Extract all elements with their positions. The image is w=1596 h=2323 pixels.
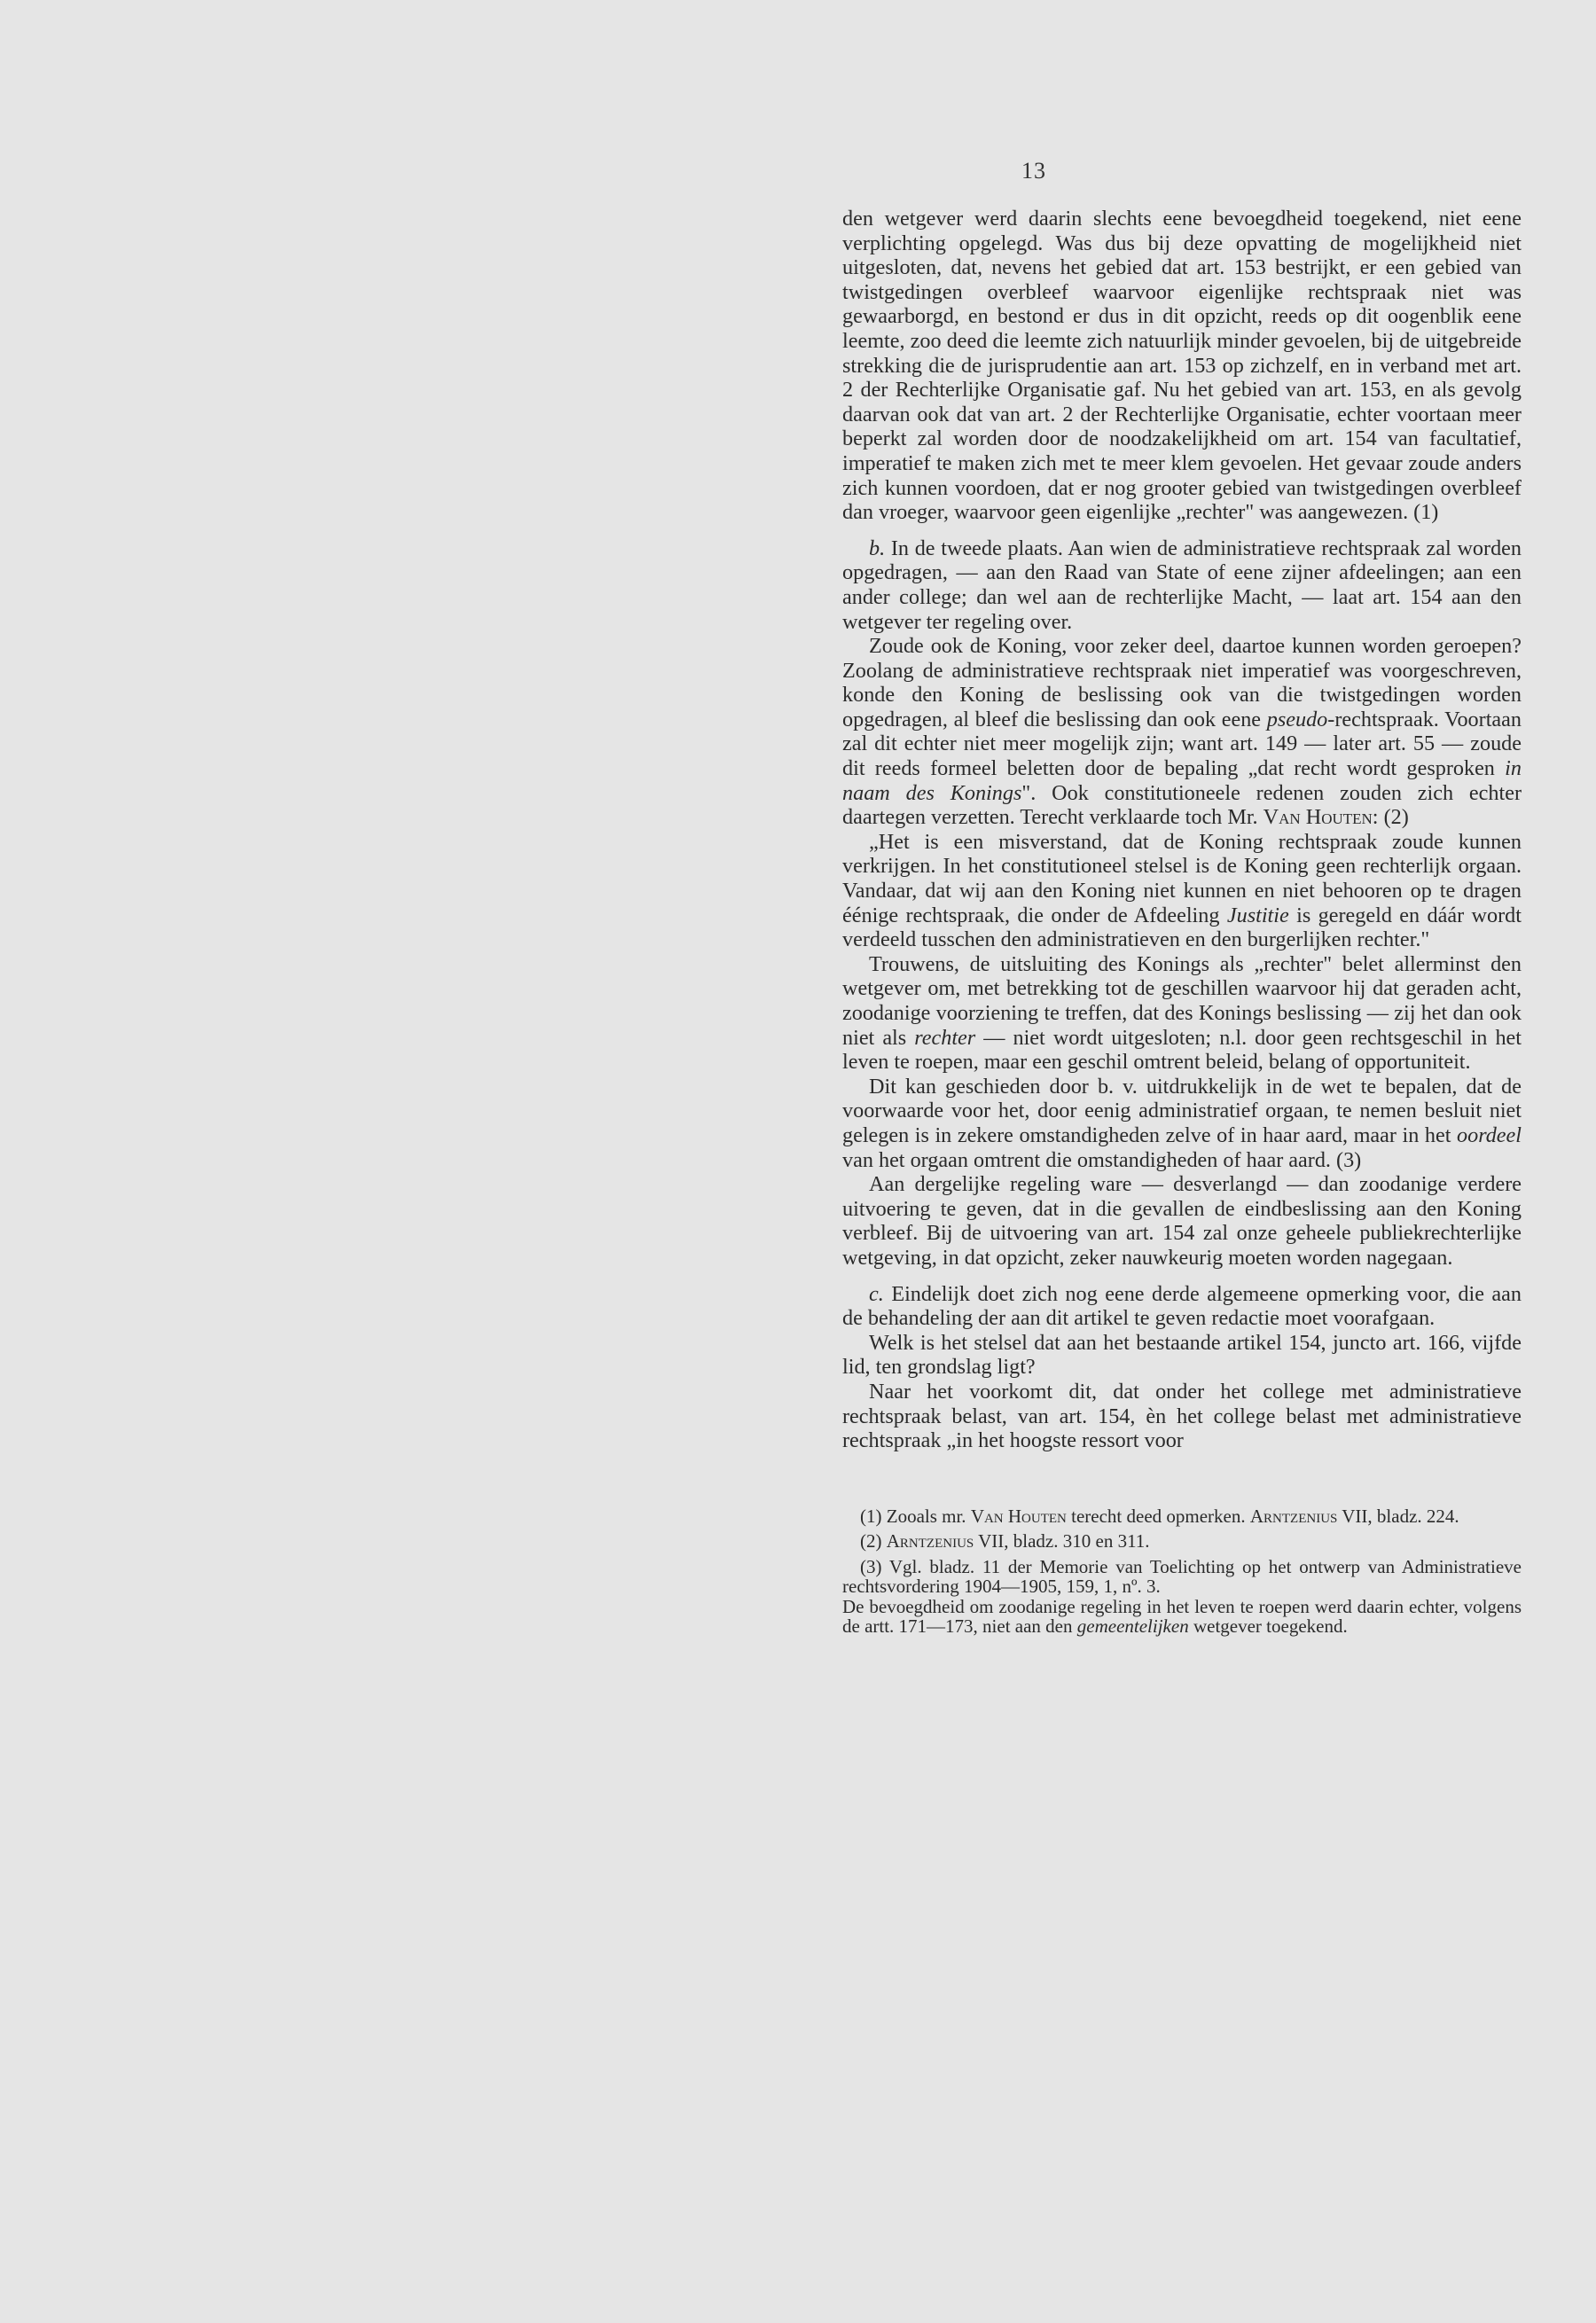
author-name: Arntzenius — [886, 1530, 974, 1553]
text-run: ". Ook constitutioneele redenen zouden zich echter daartegen verzetten. Terecht verklaarde toch Mr. — [842, 780, 1522, 830]
text-run: (2) — [860, 1530, 887, 1553]
paragraph-dit — [842, 1075, 1522, 1172]
body-text — [842, 207, 1522, 1453]
footnotes — [842, 1506, 1522, 1637]
paragraph-opening: den wetgever werd daarin slechts eene bevoegdheid toegekend, niet eene verplichting opgelegd. Was dus bij deze opvatting de mogelijkheid niet uitgesloten, dat, nevens het gebied dat art. 153 bestrijkt, er een gebied van twistgedingen overbleef waarvoor eigenlijke rechtspraak niet was gewaarborgd, en bestond er dus in dit opzicht, reeds op dit oogenblik eene leemte, zoo deed die leemte zich natuurlijk minder gevoelen, bij de uitgebreide strekking die de jurisprudentie aan art. 153 op zichzelf, en in verband met art. 2 der Rechterlijke Organisatie gaf. Nu het gebied van art. 153, en als gevolg daarvan ook dat van art. 2 der Rechterlijke Organisatie, echter voortaan meer beperkt zal worden door de noodzakelijkheid om art. 154 van facultatief, imperatief te maken zich met te meer klem gevoelen. Het gevaar zoude anders zich kunnen voordoen, dat er nog grooter gebied van twistgedingen overbleef dan vroeger, waarvoor geen eigenlijke „rechter" was aangewezen. (1) — [842, 207, 1522, 525]
paragraph-b-text: In de tweede plaats. Aan wien de administratieve rechtspraak zal worden opgedragen, — aan den Raad van State of eene zijner afdeelingen; aan een ander college; dan wel aan de rechterlijke Macht, — laat art. 154 aan den wetgever ter regeling over. — [842, 536, 1522, 634]
paragraph-b — [842, 536, 1522, 634]
author-name: Van Houten — [970, 1505, 1067, 1527]
footnote-1 — [842, 1506, 1522, 1527]
text-run: Zoude ook de Koning, voor zeker deel, daartoe kunnen worden geroepen? Zoolang de administratieve rechtspraak niet imperatief was voorgeschreven, konde den Koning de beslissing ook van die twistgedingen worden opgedragen, al bleef die beslissing dan ook eene — [842, 634, 1522, 731]
paragraph-trouwens — [842, 952, 1522, 1075]
list-label-c: c. — [869, 1281, 884, 1306]
list-label-b: b. — [869, 536, 886, 560]
footnote-3-continuation — [842, 1597, 1522, 1637]
text-run: wetgever toegekend. — [1188, 1615, 1348, 1638]
text-run: — niet wordt uitgesloten; n.l. door geen rechtsgeschil in het leven te roepen, maar een geschil omtrent beleid, belang of opportuniteit. — [842, 1025, 1522, 1075]
text-run: : (2) — [1372, 805, 1409, 830]
paragraph-c — [842, 1282, 1522, 1331]
text-run: van het orgaan omtrent die omstandigheden of haar aard. (3) — [842, 1147, 1362, 1172]
italic-run: Justitie — [1226, 903, 1289, 927]
author-name: Van Houten — [1263, 805, 1373, 830]
footnote-3: (3) Vgl. bladz. 11 der Memorie van Toelichting op het ontwerp van Administratieve rechtsvordering 1904—1905, 159, 1, nº. 3. — [842, 1555, 1522, 1598]
text-run: (1) Zooals mr. — [860, 1505, 971, 1527]
quote-paragraph — [842, 830, 1522, 952]
paragraph-koning — [842, 634, 1522, 830]
text-run: VII, bladz. 224. — [1337, 1505, 1459, 1527]
paragraph-aan: Aan dergelijke regeling ware — desverlangd — dan zoodanige verdere uitvoering te geven, dat in die gevallen de eindbeslissing aan den Koning verbleef. Bij de uitvoering van art. 154 zal onze geheele publiekrechterlijke wetgeving, in dat opzicht, zeker nauwkeurig moeten worden nagegaan. — [842, 1172, 1522, 1270]
text-run: „Het is een misverstand, dat de Koning rechtspraak zoude kunnen verkrijgen. In het constitutioneel stelsel is de Koning geen rechterlijk orgaan. Vandaar, dat wij aan den Koning niet kunnen en niet behooren op te dragen éénige rechtspraak, die onder de Afdeeling — [842, 829, 1522, 927]
text-run: Dit kan geschieden door b. v. uitdrukkelijk in de wet te bepalen, dat de voorwaarde voor het, door eenig administratief orgaan, te nemen besluit niet gelegen is in zekere omstandigheden zelve of in haar aard, maar in het — [842, 1074, 1522, 1147]
text-run: terecht deed opmerken. — [1066, 1505, 1250, 1527]
author-name: Arntzenius — [1249, 1505, 1338, 1527]
text-column — [842, 207, 1522, 1642]
italic-run: oordeel — [1457, 1122, 1522, 1147]
text-run: is geregeld en dáár wordt verdeeld tusschen den administratieven en den burgerlijken rechter." — [842, 903, 1522, 952]
text-run: VII, bladz. 310 en 311. — [974, 1530, 1150, 1553]
italic-run: pseudo — [1266, 707, 1328, 731]
footnote-2 — [842, 1531, 1522, 1552]
paragraph-naar: Naar het voorkomt dit, dat onder het college met administratieve rechtspraak belast, van art. 154, èn het college belast met administratieve rechtspraak „in het hoogste ressort voor — [842, 1379, 1522, 1453]
italic-run: gemeentelijken — [1076, 1615, 1189, 1638]
italic-run: rechter — [914, 1025, 976, 1050]
italic-run: in naam des Konings — [842, 756, 1522, 805]
paragraph-welk: Welk is het stelsel dat aan het bestaande artikel 154, juncto art. 166, vijfde lid, ten grondslag ligt? — [842, 1330, 1522, 1380]
text-run: De bevoegdheid om zoodanige regeling in het leven te roepen werd daarin echter, volgens de artt. 171—173, niet aan den — [842, 1595, 1522, 1638]
text-run: Trouwens, de uitsluiting des Konings als „rechter" belet allerminst den wetgever om, met betrekking tot de geschillen waarvoor hij dat geraden acht, zoodanige voorziening te treffen, dat des Konings beslissing — zij het dan ook niet als — [842, 951, 1522, 1050]
text-run: -rechtspraak. Voortaan zal dit echter niet meer mogelijk zijn; want art. 149 — later art. 55 — zoude dit reeds formeel beletten door de bepaling „dat recht wordt gesproken — [842, 707, 1522, 781]
paragraph-c-text: Eindelijk doet zich nog eene derde algemeene opmerking voor, die aan de behandeling der aan dit artikel te geven redactie moet voorafgaan. — [842, 1281, 1522, 1331]
page-number: 13 — [1021, 158, 1046, 184]
